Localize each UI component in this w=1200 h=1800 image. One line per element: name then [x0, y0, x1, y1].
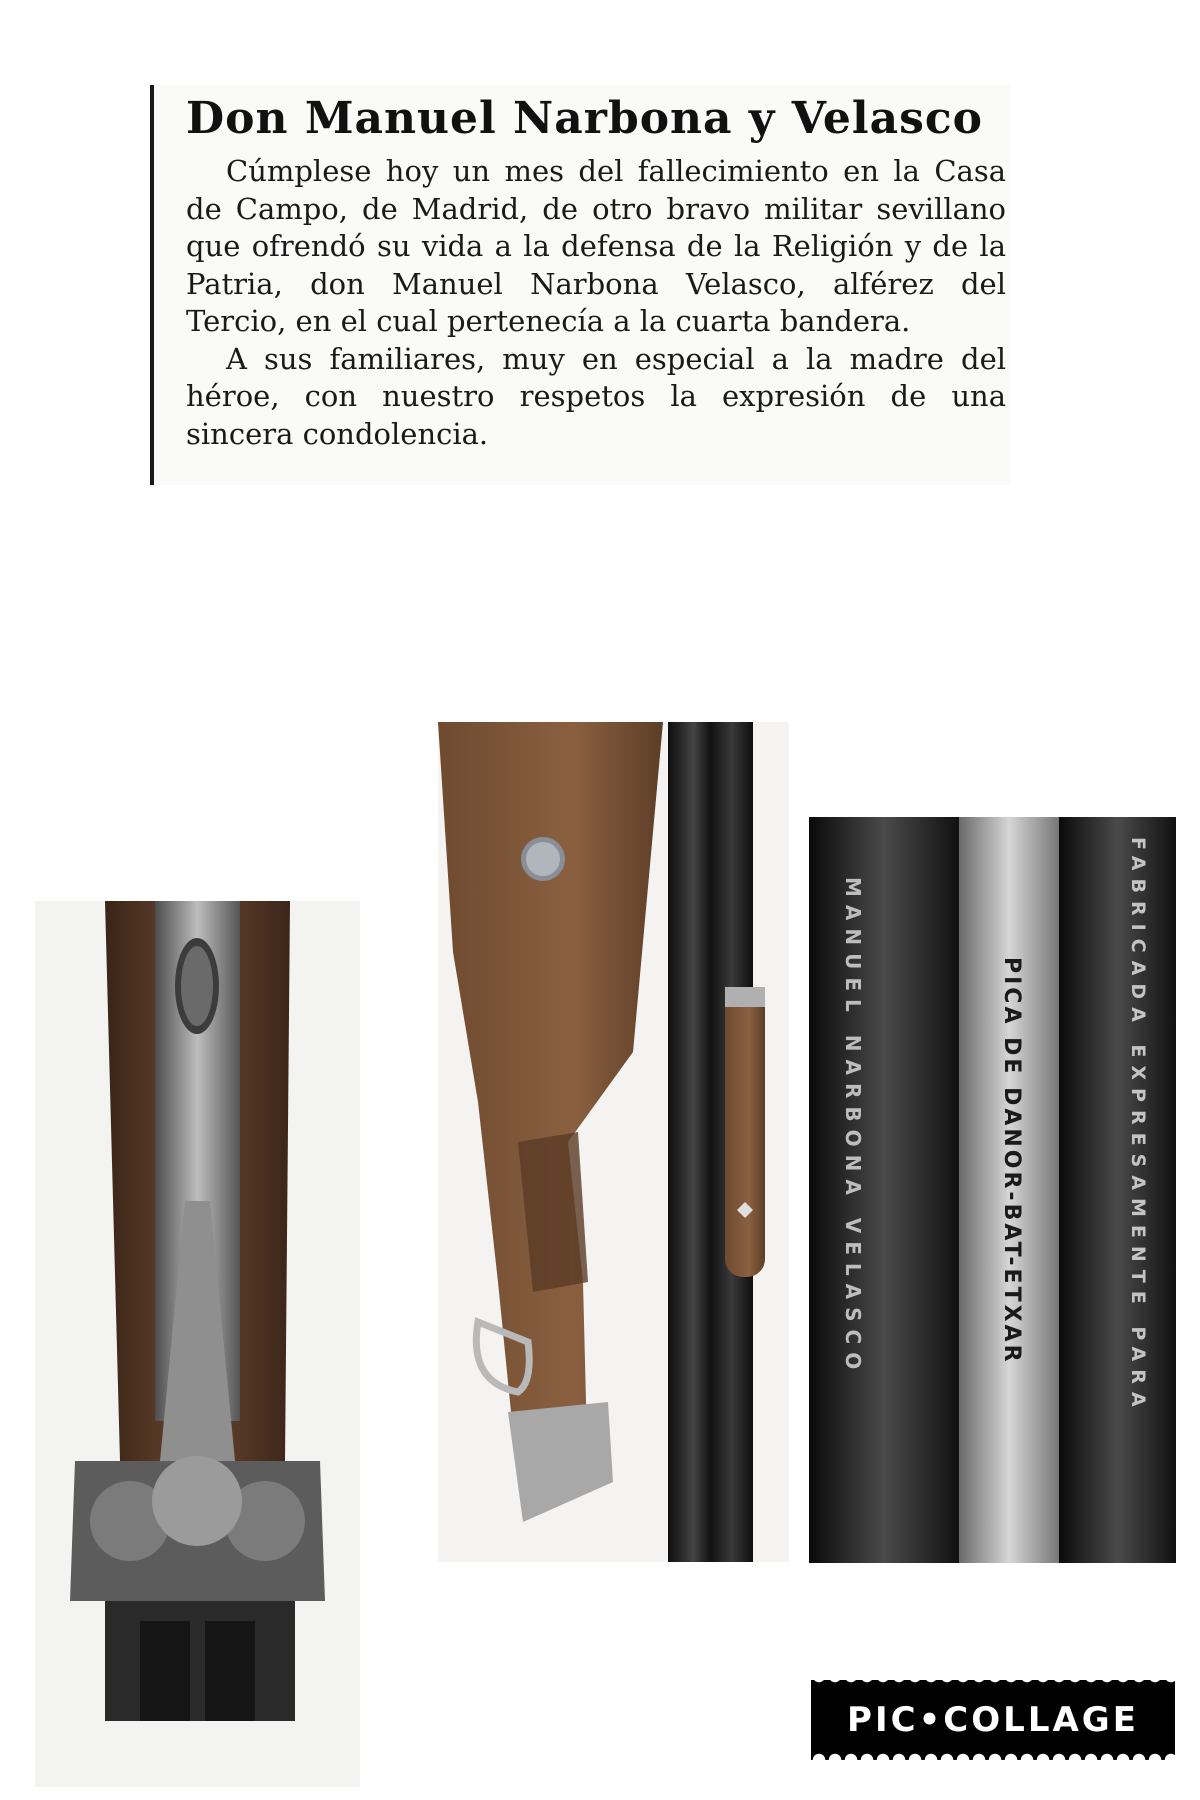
clipping-body: [186, 153, 1006, 453]
piccollage-watermark: PIC•COLLAGE: [811, 1680, 1175, 1760]
photo-engraved-barrels: [809, 817, 1176, 1563]
barrel-engraving-owner: MANUEL NARBONA VELASCO: [841, 877, 865, 1378]
clipping-title: Don Manuel Narbona y Velasco: [186, 93, 983, 144]
clipping-paragraph: A sus familiares, muy en especial a la madre del héroe, con nuestro respetos la expresión de una sincera condolencia.: [186, 341, 1006, 451]
barrel-engraving-maker: PICA DE DANOR-BAT-ETXAR: [999, 957, 1024, 1365]
watermark-scallop-bottom: [811, 1752, 1175, 1760]
photo-shotgun-full: [438, 722, 789, 1562]
newspaper-clipping: [150, 85, 1010, 485]
clipping-column-rule: [150, 85, 154, 485]
watermark-scallop-top: [811, 1676, 1175, 1684]
barrel-engraving-fabricated: FABRICADA EXPRESAMENTE PARA: [1127, 837, 1149, 1415]
clipping-paragraph: Cúmplese hoy un mes del fallecimiento en la Casa de Campo, de Madrid, de otro bravo militar sevillano que ofrendó su vida a la defensa de la Religión y de la Patria, don Manuel Narbona Velasco, alférez del Tercio, en el cual pertenecía a la cuarta bandera.: [186, 154, 1006, 338]
photo-shotgun-action-top: [35, 901, 360, 1787]
